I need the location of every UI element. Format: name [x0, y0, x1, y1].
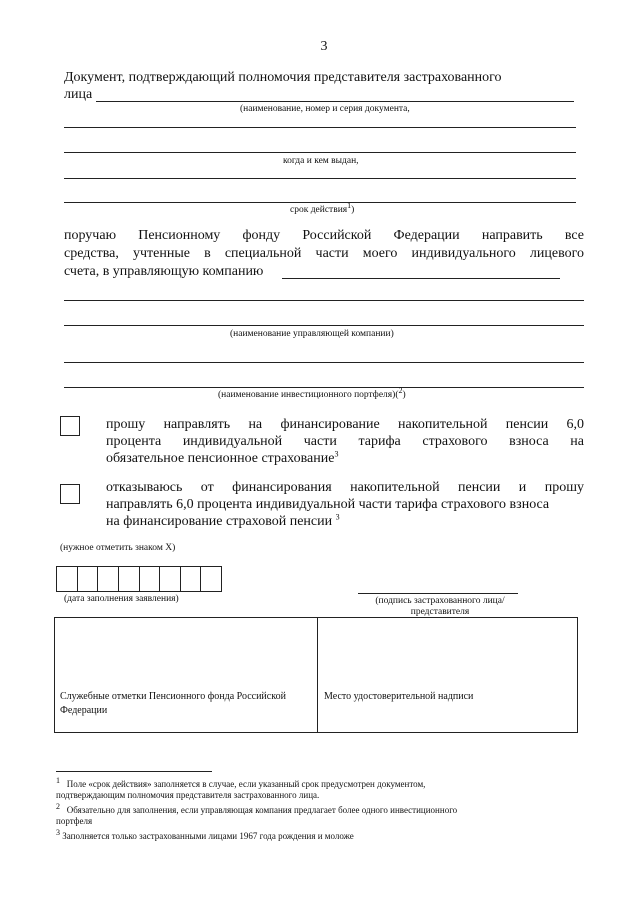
footnote-3-text: Заполняется только застрахованными лицами 1967 года рождения и моложе — [62, 831, 354, 841]
date-cell[interactable] — [181, 567, 202, 591]
option-2-line-3 — [106, 513, 340, 531]
option-accumulative-checkbox[interactable] — [60, 416, 80, 436]
date-cell[interactable] — [119, 567, 140, 591]
date-cell[interactable] — [57, 567, 78, 591]
footnote-2-num: 2 — [56, 802, 60, 811]
pfr-service-marks-label — [60, 690, 286, 718]
footnote-separator — [56, 771, 212, 772]
service-table — [54, 617, 578, 733]
caption-portfolio-close: ) — [402, 390, 406, 400]
pfr-service-marks-cell — [55, 618, 318, 732]
company-field-line[interactable] — [282, 278, 560, 279]
caption-portfolio — [218, 385, 406, 401]
company-field-line-2[interactable] — [64, 300, 584, 301]
date-cell[interactable] — [98, 567, 119, 591]
portfolio-field-line-2[interactable] — [64, 387, 584, 388]
footnote-3-num: 3 — [56, 828, 60, 837]
caption-portfolio-sup: 2 — [398, 385, 403, 395]
pfr-service-marks-line-1: Служебные отметки Пенсионного фонда Российской — [60, 691, 286, 702]
option-1-line-2: процента индивидуальной части тарифа страхового взноса на — [106, 434, 584, 449]
rep-doc-heading: Документ, подтверждающий полномочия представителя застрахованного — [64, 70, 502, 85]
date-cell[interactable] — [160, 567, 181, 591]
option-1-line-1: прошу направлять на финансирование накопительной пенсии 6,0 — [106, 417, 584, 432]
caption-portfolio-text: (наименование инвестиционного портфеля)( — [218, 390, 399, 400]
footnote-1-text: Поле «срок действия» заполняется в случае, если указанный срок предусмотрен документом, — [66, 779, 426, 789]
option-2-line-2: направлять 6,0 процента индивидуальной части тарифа страхового взноса — [106, 497, 550, 512]
instruction-line-2: средства, учтенные в специальной части моего индивидуального лицевого — [64, 246, 584, 261]
signature-caption-line-1: (подпись застрахованного лица/ — [375, 596, 505, 606]
rep-doc-heading-cont: лица — [64, 87, 93, 102]
footnote-2-line-1 — [56, 802, 588, 816]
date-cells — [56, 566, 222, 592]
footnote-1-num: 1 — [56, 776, 60, 785]
footnote-1-line-1 — [56, 776, 588, 790]
caption-validity-sup: 1 — [347, 200, 352, 210]
option-1-line-3-text: обязательное пенсионное страхование — [106, 451, 335, 466]
rep-doc-caption-validity — [290, 200, 355, 216]
rep-doc-field-line-2[interactable] — [64, 127, 576, 128]
option-2-sup: 3 — [335, 512, 340, 522]
company-field-line-3[interactable] — [64, 325, 584, 326]
footnote-2-text: Обязательно для заполнения, если управляющая компания предлагает более одного инвестиционного — [66, 805, 458, 815]
option-2-line-1: отказываюсь от финансирования накопительной пенсии и прошу — [106, 480, 584, 495]
caption-validity-text: срок действия — [290, 205, 348, 215]
footnote-1-line-2: подтверждающим полномочия представителя застрахованного лица. — [56, 790, 320, 800]
date-cell[interactable] — [140, 567, 161, 591]
caption-company: (наименование управляющей компании) — [230, 329, 394, 339]
signature-caption — [340, 596, 540, 618]
date-cell[interactable] — [78, 567, 99, 591]
option-1-sup: 3 — [334, 449, 339, 459]
rep-doc-field-line-5[interactable] — [64, 202, 576, 203]
rep-doc-caption-name: (наименование, номер и серия документа, — [240, 104, 410, 114]
option-1-line-3 — [106, 450, 338, 468]
certification-cell — [318, 618, 577, 732]
rep-doc-field-line[interactable] — [96, 101, 574, 102]
instruction-line-3: счета, в управляющую компанию — [64, 264, 264, 279]
certification-label: Место удостоверительной надписи — [324, 691, 474, 702]
rep-doc-caption-issued: когда и кем выдан, — [283, 156, 359, 166]
footnote-2 — [56, 802, 588, 827]
pfr-service-marks-line-2: Федерации — [60, 705, 108, 716]
signature-caption-line-2: представителя — [410, 607, 470, 617]
date-caption: (дата заполнения заявления) — [64, 594, 179, 604]
option-2-line-3-text: на финансирование страховой пенсии — [106, 514, 336, 529]
rep-doc-field-line-3[interactable] — [64, 152, 576, 153]
caption-validity-close: ) — [351, 205, 355, 215]
footnote-3 — [56, 828, 588, 842]
mark-note: (нужное отметить знаком X) — [60, 543, 176, 553]
page-number: 3 — [320, 39, 328, 54]
footnote-1 — [56, 776, 588, 801]
instruction-line-1: поручаю Пенсионному фонду Российской Федерации направить все — [64, 228, 584, 243]
rep-doc-field-line-4[interactable] — [64, 178, 576, 179]
footnote-2-line-2: портфеля — [56, 816, 93, 826]
signature-line[interactable] — [358, 593, 518, 594]
option-insurance-checkbox[interactable] — [60, 484, 80, 504]
portfolio-field-line[interactable] — [64, 362, 584, 363]
date-cell[interactable] — [201, 567, 221, 591]
